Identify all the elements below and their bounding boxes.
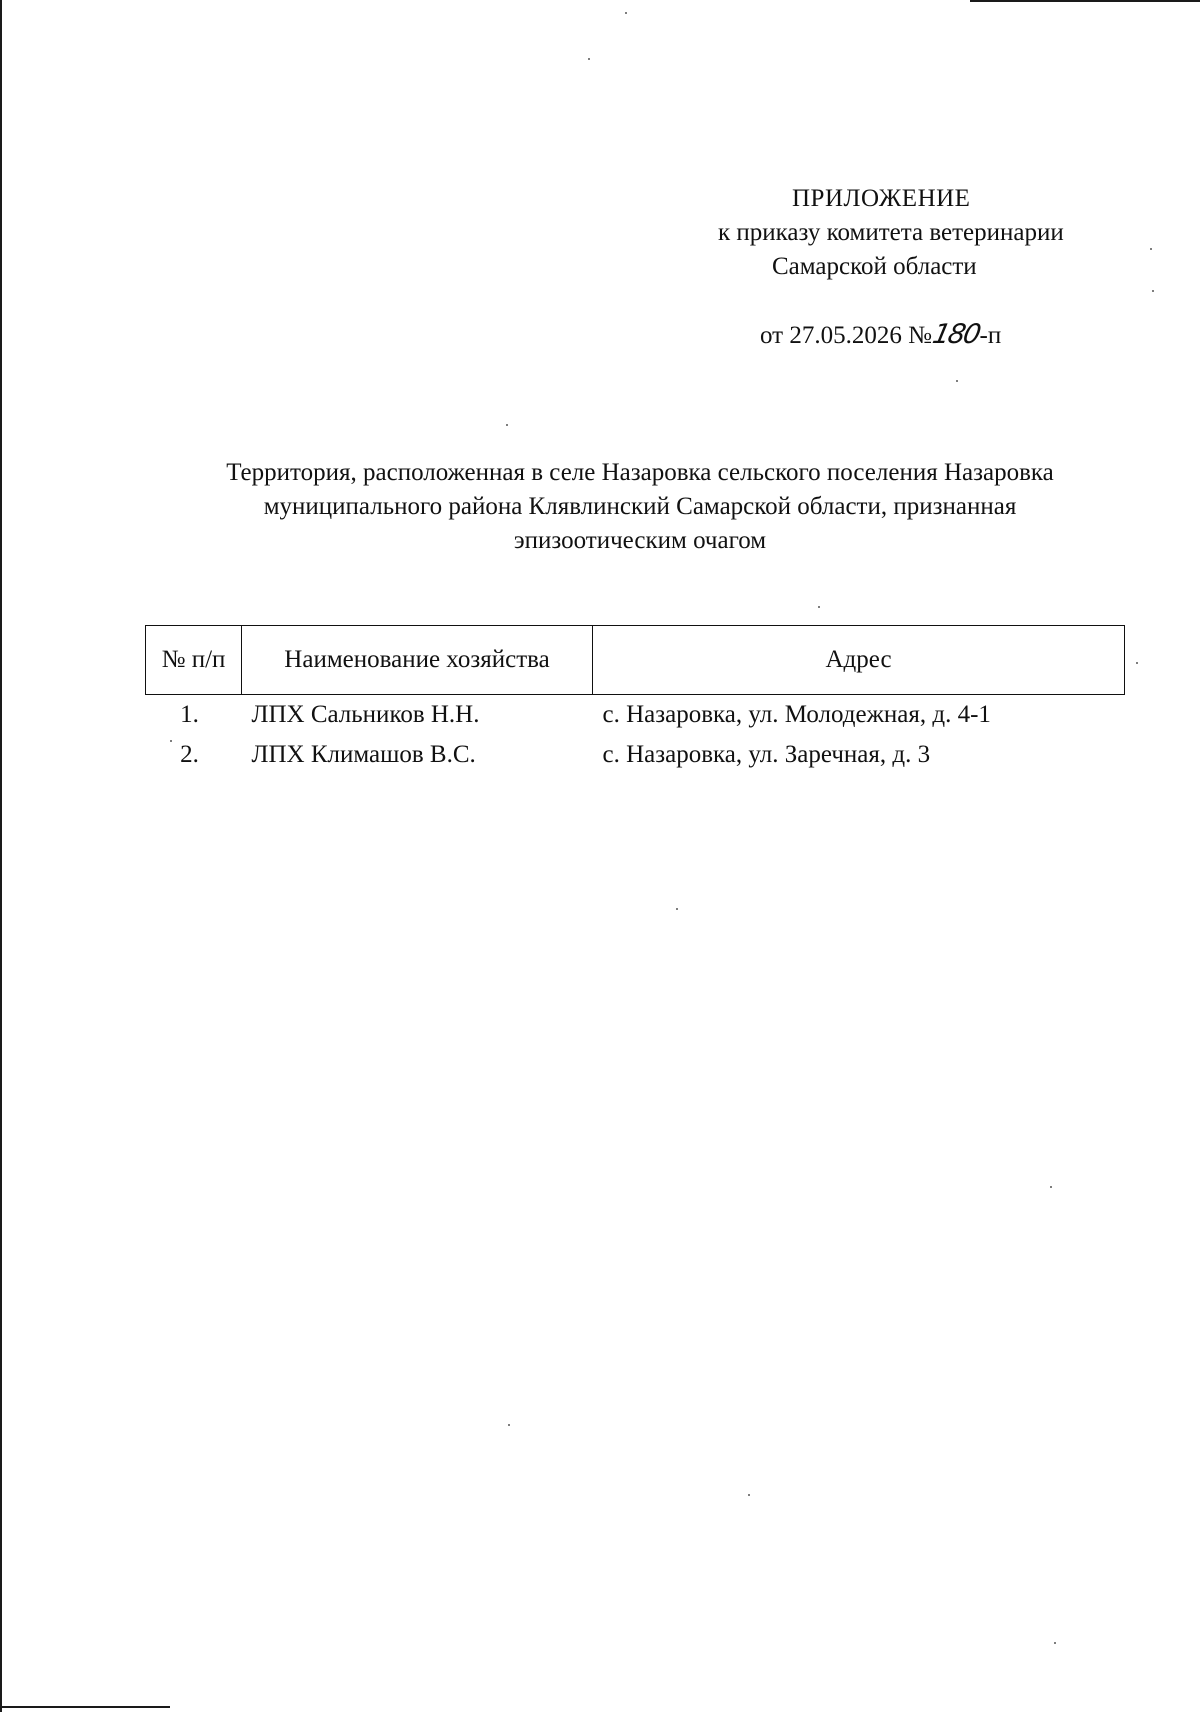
document-title-line2: муниципального района Клявлинский Самарской области, признанная — [263, 493, 1017, 520]
scan-edge-bottom — [0, 1706, 170, 1708]
handwritten-order-number: 180 — [929, 319, 982, 350]
table-row — [146, 735, 1125, 775]
scan-speck — [748, 1494, 750, 1496]
appendix-subtitle-line1: к приказу комитета ветеринарии — [718, 219, 1064, 246]
scan-speck — [588, 58, 590, 60]
scan-speck — [1050, 1186, 1052, 1188]
order-date-suffix: -п — [979, 322, 1002, 349]
scan-edge-left — [0, 0, 2, 1712]
row-number: 1. — [180, 701, 199, 728]
scan-speck — [676, 908, 678, 910]
scan-speck — [508, 1424, 510, 1426]
header-household-name: Наименование хозяйства — [242, 626, 593, 695]
table-header-row — [146, 626, 1125, 695]
header-number: № п/п — [146, 626, 242, 695]
order-date-prefix: от 27.05.2026 № — [760, 322, 932, 349]
scan-speck — [818, 606, 820, 608]
row-number: 2. — [180, 741, 199, 768]
scan-speck — [1150, 248, 1152, 250]
registry-table — [145, 625, 1125, 775]
scan-speck — [625, 12, 627, 14]
scan-edge-top — [970, 0, 1200, 2]
row-address: с. Назаровка, ул. Заречная, д. 3 — [602, 741, 931, 768]
appendix-subtitle-line2: Самарской области — [772, 253, 977, 280]
scan-speck — [506, 424, 508, 426]
scan-speck — [1136, 662, 1138, 664]
appendix-title: ПРИЛОЖЕНИЕ — [792, 185, 971, 212]
row-household-name: ЛПХ Климашов В.С. — [251, 741, 476, 768]
header-address: Адрес — [593, 626, 1125, 695]
document-title-line3: эпизоотическим очагом — [513, 527, 767, 554]
row-household-name: ЛПХ Сальников Н.Н. — [251, 701, 480, 728]
registry-table-wrapper — [145, 625, 1125, 775]
scan-speck — [1152, 290, 1154, 292]
scan-speck — [956, 380, 958, 382]
appendix-order-date — [760, 318, 1001, 353]
table-row — [146, 695, 1125, 736]
document-title-line1: Территория, расположенная в селе Назаровка сельского поселения Назаровка — [226, 459, 1054, 486]
row-address: с. Назаровка, ул. Молодежная, д. 4-1 — [602, 701, 991, 728]
scan-speck — [1054, 1642, 1056, 1644]
document-title — [140, 456, 1140, 558]
